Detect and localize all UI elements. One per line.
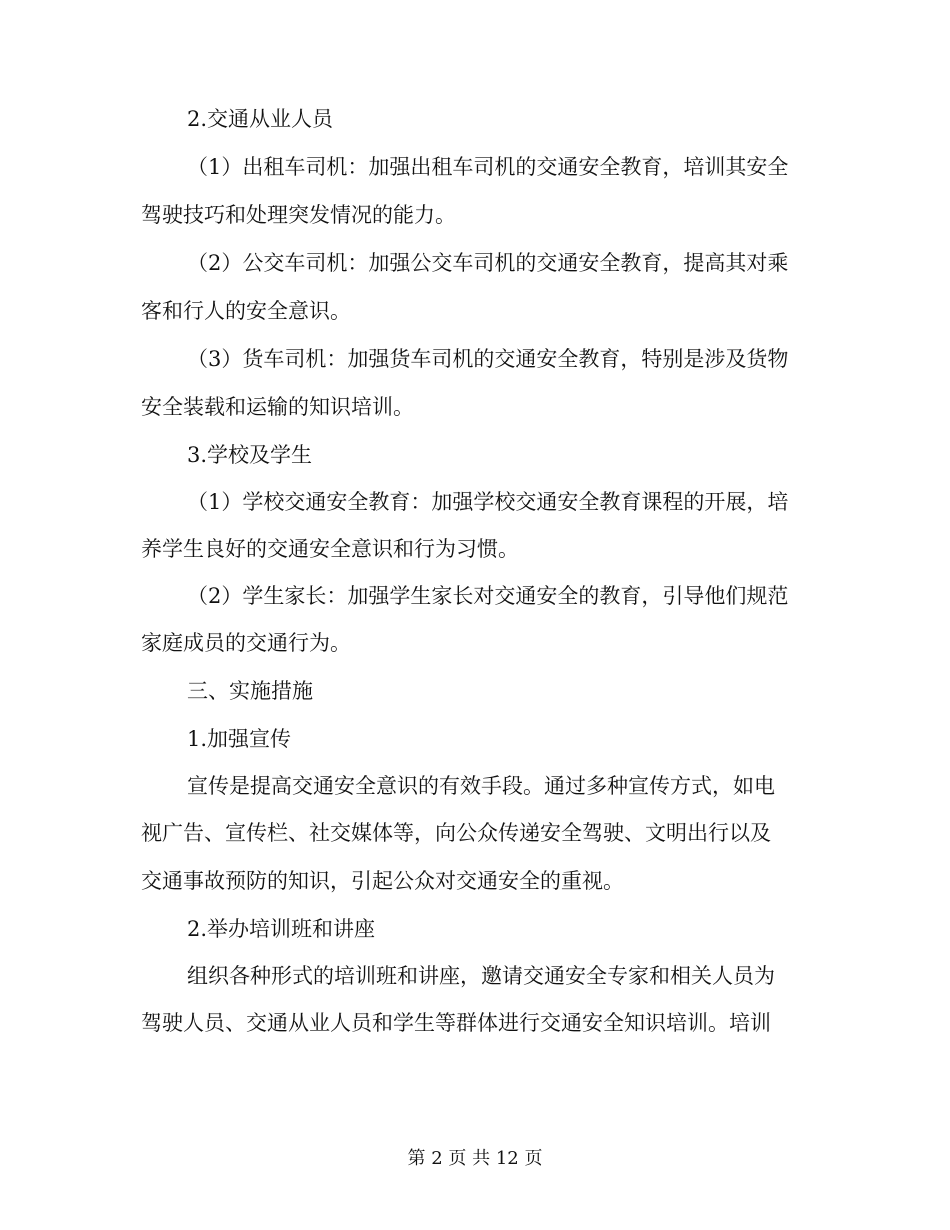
paragraph-line: 安全装载和运输的知识培训。: [141, 395, 414, 419]
paragraph-line: 组织各种形式的培训班和讲座，邀请交通安全专家和相关人员为: [187, 964, 775, 988]
paragraph-line: 客和行人的安全意识。: [141, 299, 351, 323]
paragraph-line: （3）货车司机：加强货车司机的交通安全教育，特别是涉及货物: [187, 347, 789, 371]
paragraph-line: 宣传是提高交通安全意识的有效手段。通过多种宣传方式，如电: [187, 774, 775, 798]
section-heading-implementation: 三、实施措施: [187, 679, 313, 703]
paragraph-line: 交通事故预防的知识，引起公众对交通安全的重视。: [141, 869, 624, 893]
heading-schools-students: 3.学校及学生: [187, 443, 313, 467]
paragraph-line: （1）学校交通安全教育：加强学校交通安全教育课程的开展，培: [187, 490, 789, 514]
paragraph-line: （1）出租车司机：加强出租车司机的交通安全教育，培训其安全: [187, 155, 789, 179]
paragraph-line: （2）学生家长：加强学生家长对交通安全的教育，引导他们规范: [187, 584, 789, 608]
heading-traffic-practitioners: 2.交通从业人员: [187, 107, 334, 131]
paragraph-line: 驾驶技巧和处理突发情况的能力。: [141, 203, 456, 227]
page-number-footer: 第 2 页 共 12 页: [407, 1148, 543, 1169]
paragraph-line: （2）公交车司机：加强公交车司机的交通安全教育，提高其对乘: [187, 251, 789, 275]
heading-training: 2.举办培训班和讲座: [187, 917, 376, 941]
paragraph-line: 视广告、宣传栏、社交媒体等，向公众传递安全驾驶、文明出行以及: [141, 821, 771, 845]
paragraph-line: 养学生良好的交通安全意识和行为习惯。: [141, 537, 519, 561]
paragraph-line: 家庭成员的交通行为。: [141, 631, 351, 655]
heading-publicity: 1.加强宣传: [187, 727, 292, 751]
paragraph-line: 驾驶人员、交通从业人员和学生等群体进行交通安全知识培训。培训: [141, 1011, 771, 1035]
